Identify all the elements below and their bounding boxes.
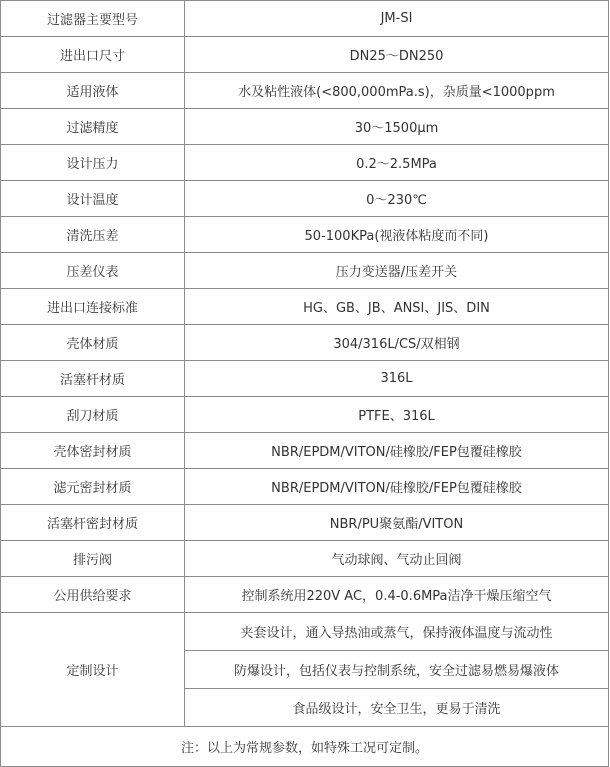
row-label: 清洗压差	[1, 217, 185, 253]
row-value: 304/316L/CS/双相钢	[185, 325, 609, 361]
table-row	[1, 361, 609, 397]
row-label: 刮刀材质	[1, 397, 185, 433]
row-value: PTFE、316L	[185, 397, 609, 433]
row-label: 压差仪表	[1, 253, 185, 289]
table-row	[1, 577, 609, 613]
row-value: JM-SI	[185, 1, 609, 37]
table-row	[1, 505, 609, 541]
row-value: 0～230℃	[185, 181, 609, 217]
row-value: 压力变送器/压差开关	[185, 253, 609, 289]
row-value: NBR/PU聚氨酯/VITON	[185, 505, 609, 541]
note-row	[1, 727, 609, 767]
table-row	[1, 145, 609, 181]
row-label: 活塞杆材质	[1, 361, 185, 397]
row-value: 50-100KPa(视液体粘度而不同)	[185, 217, 609, 253]
table-row	[1, 469, 609, 505]
row-value: 气动球阀、气动止回阀	[185, 541, 609, 577]
row-label: 过滤精度	[1, 109, 185, 145]
row-value: 0.2～2.5MPa	[185, 145, 609, 181]
table-row	[1, 1, 609, 37]
row-value: DN25～DN250	[185, 37, 609, 73]
table-row	[1, 289, 609, 325]
row-label: 活塞杆密封材质	[1, 505, 185, 541]
custom-design-row	[1, 613, 609, 651]
row-value: 水及粘性液体(<800,000mPa.s)，杂质量<1000ppm	[185, 73, 609, 109]
row-value: 控制系统用220V AC，0.4-0.6MPa洁净干燥压缩空气	[185, 577, 609, 613]
table-row	[1, 37, 609, 73]
table-row	[1, 325, 609, 361]
row-label: 壳体密封材质	[1, 433, 185, 469]
row-label: 设计压力	[1, 145, 185, 181]
custom-design-item: 夹套设计，通入导热油或蒸气，保持液体温度与流动性	[185, 613, 609, 651]
row-value: HG、GB、JB、ANSI、JIS、DIN	[185, 289, 609, 325]
row-label: 适用液体	[1, 73, 185, 109]
table-row	[1, 253, 609, 289]
table-row	[1, 397, 609, 433]
spec-table-body	[1, 1, 609, 767]
custom-design-label: 定制设计	[1, 613, 185, 727]
table-row	[1, 433, 609, 469]
row-label: 壳体材质	[1, 325, 185, 361]
row-value: NBR/EPDM/VITON/硅橡胶/FEP包覆硅橡胶	[185, 469, 609, 505]
table-row	[1, 181, 609, 217]
table-row	[1, 109, 609, 145]
table-row	[1, 73, 609, 109]
row-label: 进出口连接标准	[1, 289, 185, 325]
row-label: 进出口尺寸	[1, 37, 185, 73]
row-label: 排污阀	[1, 541, 185, 577]
row-value: NBR/EPDM/VITON/硅橡胶/FEP包覆硅橡胶	[185, 433, 609, 469]
row-value: 316L	[185, 361, 609, 397]
row-label: 过滤器主要型号	[1, 1, 185, 37]
table-row	[1, 541, 609, 577]
row-label: 公用供给要求	[1, 577, 185, 613]
table-row	[1, 217, 609, 253]
row-label: 滤元密封材质	[1, 469, 185, 505]
row-label: 设计温度	[1, 181, 185, 217]
note-text: 注：以上为常规参数，如特殊工况可定制。	[1, 727, 609, 767]
custom-design-item: 食品级设计，安全卫生，更易于清洗	[185, 689, 609, 727]
custom-design-item: 防爆设计，包括仪表与控制系统，安全过滤易燃易爆液体	[185, 651, 609, 689]
row-value: 30～1500μm	[185, 109, 609, 145]
